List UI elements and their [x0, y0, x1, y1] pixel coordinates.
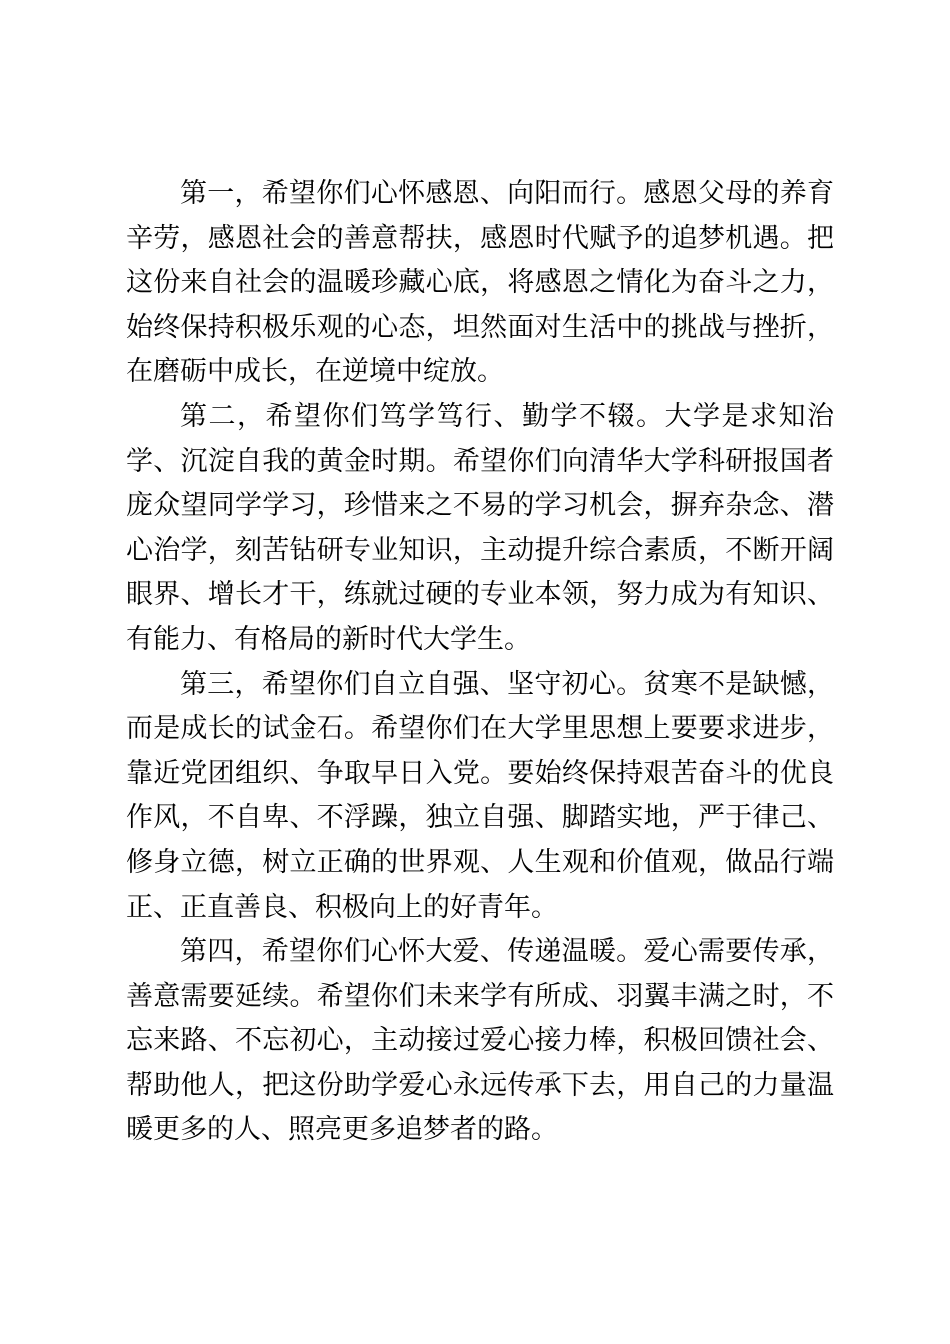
paragraph-4: 第四，希望你们心怀大爱、传递温暖。爱心需要传承，善意需要延续。希望你们未来学有所成、羽翼丰满之时，不忘来路、不忘初心，主动接过爱心接力棒，积极回馈社会、帮助他人，把这份助学爱心永远传承下去，用自己的力量温暖更多的人、照亮更多追梦者的路。: [126, 936, 834, 1146]
paragraph-2: 第二，希望你们笃学笃行、勤学不辍。大学是求知治学、沉淀自我的黄金时期。希望你们向清华大学科研报国者庞众望同学学习，珍惜来之不易的学习机会，摒弃杂念、潜心治学，刻苦钻研专业知识，主动提升综合素质，不断开阔眼界、增长才干，练就过硬的专业本领，努力成为有知识、有能力、有格局的新时代大学生。: [126, 400, 834, 655]
paragraph-3: 第三，希望你们自立自强、坚守初心。贫寒不是缺憾，而是成长的试金石。希望你们在大学里思想上要要求进步，靠近党团组织、争取早日入党。要始终保持艰苦奋斗的优良作风，不自卑、不浮躁，独立自强、脚踏实地，严于律己、修身立德，树立正确的世界观、人生观和价值观，做品行端正、正直善良、积极向上的好青年。: [126, 668, 834, 923]
paragraph-1: 第一，希望你们心怀感恩、向阳而行。感恩父母的养育辛劳，感恩社会的善意帮扶，感恩时代赋予的追梦机遇。把这份来自社会的温暖珍藏心底，将感恩之情化为奋斗之力，始终保持积极乐观的心态，坦然面对生活中的挑战与挫折，在磨砺中成长，在逆境中绽放。: [126, 178, 834, 388]
document-body: [126, 172, 834, 1153]
